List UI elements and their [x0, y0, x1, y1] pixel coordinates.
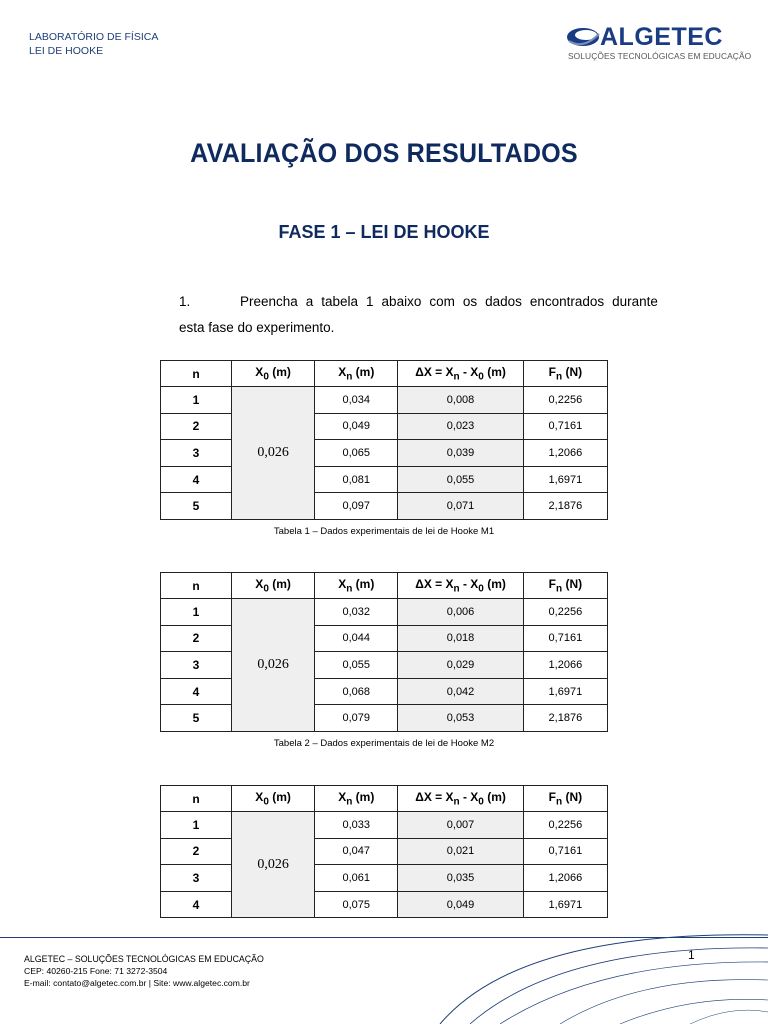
question-line-2: esta fase do experimento.: [179, 320, 335, 335]
cell-x0: 0,026: [232, 387, 315, 520]
cell-n: 1: [161, 387, 232, 414]
header-n: n: [161, 573, 232, 599]
header-fn: $F_n$ (N): [523, 361, 607, 387]
cell-delta-x: 0,035: [398, 865, 523, 892]
header-n: n: [161, 786, 232, 812]
cell-xn: 0,044: [315, 625, 398, 652]
document-footer: [24, 953, 264, 989]
header-fn: $F_n$ (N): [523, 573, 607, 599]
cell-fn: 0,2256: [523, 812, 607, 839]
cell-xn: 0,065: [315, 440, 398, 467]
question-number: 1.: [179, 294, 191, 309]
cell-xn: 0,068: [315, 678, 398, 705]
cell-fn: 0,7161: [523, 625, 607, 652]
header-fn: $F_n$ (N): [523, 786, 607, 812]
cell-n: 3: [161, 440, 232, 467]
question-word: encontrados: [529, 294, 605, 309]
cell-delta-x: 0,055: [398, 466, 523, 493]
question-word: durante: [612, 294, 658, 309]
cell-fn: 0,7161: [523, 838, 607, 865]
question-word: dados: [485, 294, 522, 309]
cell-xn: 0,032: [315, 599, 398, 626]
header-x0: $X_0$ (m): [232, 361, 315, 387]
cell-n: 2: [161, 413, 232, 440]
question-word: a: [305, 294, 314, 309]
table-1-caption: Tabela 1 – Dados experimentais de lei de Hooke M1: [273, 526, 495, 537]
cell-n: 5: [161, 493, 232, 520]
question-word: abaixo: [381, 294, 422, 309]
cell-fn: 1,2066: [523, 865, 607, 892]
cell-fn: 1,6971: [523, 466, 607, 493]
table-2-caption: Tabela 2 – Dados experimentais de lei de Hooke M2: [273, 738, 495, 749]
cell-delta-x: 0,018: [398, 625, 523, 652]
cell-delta-x: 0,007: [398, 812, 523, 839]
header-delta-x: $\Delta X = X_n - X_0$ (m): [398, 786, 523, 812]
header-delta-x: $\Delta X = X_n - X_0$ (m): [398, 361, 523, 387]
cell-fn: 1,6971: [523, 678, 607, 705]
footer-company: ALGETEC – SOLUÇÕES TECNOLÓGICAS EM EDUCAÇÃO: [24, 954, 264, 964]
cell-n: 1: [161, 599, 232, 626]
cell-delta-x: 0,042: [398, 678, 523, 705]
question-word: os: [462, 294, 478, 309]
cell-n: 3: [161, 865, 232, 892]
cell-delta-x: 0,071: [398, 493, 523, 520]
cell-x0: 0,026: [232, 812, 315, 918]
cell-n: 3: [161, 652, 232, 679]
footer-contact-email: E-mail: contato@algetec.com.br | Site: www.algetec.com.br: [24, 978, 250, 988]
cell-xn: 0,075: [315, 891, 398, 918]
page-number: 1: [688, 948, 695, 962]
cell-xn: 0,055: [315, 652, 398, 679]
header-topic: LEI DE HOOKE: [29, 45, 104, 57]
cell-delta-x: 0,039: [398, 440, 523, 467]
cell-delta-x: 0,021: [398, 838, 523, 865]
question-word: tabela: [321, 294, 359, 309]
question-word: Preencha: [239, 294, 298, 309]
cell-delta-x: 0,008: [398, 387, 523, 414]
cell-n: 4: [161, 678, 232, 705]
cell-n: 5: [161, 705, 232, 732]
logo-tagline: SOLUÇÕES TECNOLÓGICAS EM EDUCAÇÃO: [568, 51, 752, 61]
cell-delta-x: 0,006: [398, 599, 523, 626]
cell-fn: 1,2066: [523, 440, 607, 467]
header-n: n: [161, 361, 232, 387]
header-x0: $X_0$ (m): [232, 573, 315, 599]
footer-contact-phone: CEP: 40260-215 Fone: 71 3272-3504: [24, 966, 168, 976]
cell-xn: 0,034: [315, 387, 398, 414]
cell-n: 2: [161, 625, 232, 652]
header-x0: $X_0$ (m): [232, 786, 315, 812]
cell-n: 4: [161, 891, 232, 918]
cell-fn: 0,2256: [523, 599, 607, 626]
logo-wordmark: ALGETEC: [600, 23, 723, 51]
cell-fn: 2,1876: [523, 705, 607, 732]
page-title: AVALIAÇÃO DOS RESULTADOS: [190, 138, 578, 168]
cell-n: 2: [161, 838, 232, 865]
cell-delta-x: 0,029: [398, 652, 523, 679]
cell-delta-x: 0,049: [398, 891, 523, 918]
header-lab-name: LABORATÓRIO DE FÍSICA: [29, 31, 159, 43]
cell-xn: 0,079: [315, 705, 398, 732]
cell-fn: 2,1876: [523, 493, 607, 520]
header-xn: $X_n$ (m): [315, 786, 398, 812]
cell-xn: 0,049: [315, 413, 398, 440]
question-word: 1: [366, 294, 374, 309]
cell-xn: 0,047: [315, 838, 398, 865]
cell-xn: 0,033: [315, 812, 398, 839]
question-word: com: [429, 294, 455, 309]
cell-fn: 1,6971: [523, 891, 607, 918]
cell-xn: 0,081: [315, 466, 398, 493]
cell-fn: 0,2256: [523, 387, 607, 414]
cell-fn: 1,2066: [523, 652, 607, 679]
cell-n: 1: [161, 812, 232, 839]
cell-xn: 0,097: [315, 493, 398, 520]
cell-n: 4: [161, 466, 232, 493]
footer-divider: [0, 937, 768, 938]
header-xn: $X_n$ (m): [315, 361, 398, 387]
cell-delta-x: 0,053: [398, 705, 523, 732]
section-subtitle: FASE 1 – LEI DE HOOKE: [278, 222, 490, 242]
header-delta-x: $\Delta X = X_n - X_0$ (m): [398, 573, 523, 599]
cell-delta-x: 0,023: [398, 413, 523, 440]
cell-x0: 0,026: [232, 599, 315, 732]
cell-fn: 0,7161: [523, 413, 607, 440]
header-xn: $X_n$ (m): [315, 573, 398, 599]
cell-xn: 0,061: [315, 865, 398, 892]
